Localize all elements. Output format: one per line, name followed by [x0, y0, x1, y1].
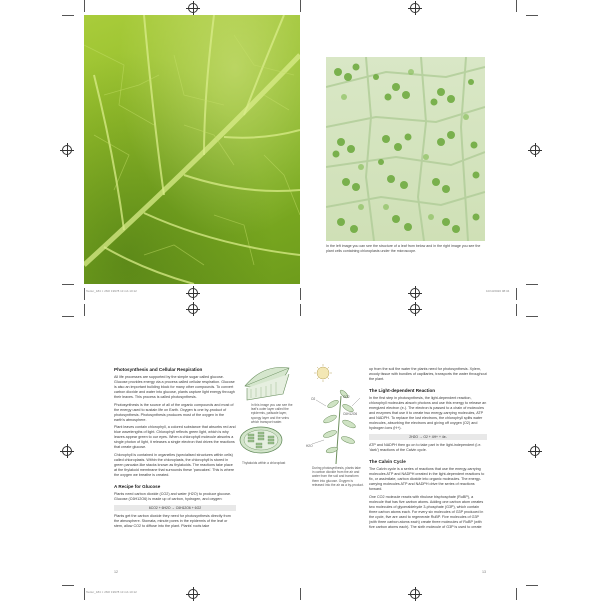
registration-mark-icon — [62, 145, 72, 155]
figure-caption: Thylakoids within a chloroplast — [242, 461, 286, 465]
body-paragraph: The Calvin cycle is a series of reactions that use the energy-carrying molecules ATP and NADPH created in the light-dependent reactions to fix, or assimilate, carbon dioxide into organic molecules. The energy-carrying molecules ATP and NADPH drive the series of reactions forward. — [369, 467, 485, 491]
crop-mark — [526, 585, 538, 586]
body-paragraph: Plant leaves contain chlorophyll, a colored substance that absorbs red and blue wavelengths of light. Chlorophyll reflects green light, which is why leaves appear green to our eyes. When a chlorophyll molecule absorbs a single photon of light, it releases a single electron that drives the reactions that create glucose. — [114, 425, 236, 449]
left-text-column — [114, 367, 236, 531]
photo-caption: In the left image you can see the structure of a leaf from below and in the right image you see the plant cells containing chloroplasts under the microscope. — [326, 244, 481, 253]
figure-caption: In this image you can see the leaf's outer layer called the epidermis, palisade layer, spongy layer and the veins which transport water. — [251, 403, 293, 424]
registration-mark-icon — [530, 145, 540, 155]
body-paragraph: In the first step in photosynthesis, the light-dependent reaction, chlorophyll molecules absorb photons and use this energy to release an energized electron (e-). The electron is passed to a chain of molecules and enzymes that use it to create two energy-carrying molecules, ATP and NADPH. To replace the lost electrons, the chlorophyll splits water molecules, absorbing the electrons and giving off oxygen (O2) and hydrogen ions (H+). — [369, 396, 487, 430]
crop-mark — [300, 0, 301, 12]
cell-walls-illustration — [326, 57, 485, 241]
print-slug: 10/13/2020 08:34 — [486, 289, 510, 293]
registration-mark-icon — [188, 3, 198, 13]
crop-mark — [516, 288, 517, 300]
registration-mark-icon — [188, 589, 198, 599]
print-slug: Textur_184 × 260/ 19978 13 rsb 10:12 — [86, 289, 137, 293]
crop-mark — [526, 284, 538, 285]
section-heading: The Light-dependent Reaction — [369, 388, 436, 393]
body-paragraph: ATP and NADPH then go on to take part in the light-independent (i.e. 'dark') reactions of the Calvin cycle. — [369, 443, 482, 452]
bottom-spread — [0, 300, 600, 600]
leaf-veins-illustration — [84, 15, 300, 284]
leaf-vein-photo — [84, 15, 300, 284]
crop-mark — [300, 288, 301, 300]
body-paragraph: All life processes are supported by the simple sugar called glucose. Glucose provides energy via a process called cellular respiration. Glucose is also an important building block for many other compounds. To convert carbon dioxide and water into glucose, plants capture light energy through their leaves. This process is called photosynthesis. — [114, 375, 235, 399]
crop-mark — [516, 588, 517, 600]
crop-mark — [84, 304, 85, 316]
crop-mark — [84, 0, 85, 12]
crop-mark — [84, 588, 85, 600]
section-heading: Photosynthesis and Cellular Respiration — [114, 367, 203, 372]
section-heading: A Recipe for Glucose — [114, 483, 161, 489]
crop-mark — [300, 304, 301, 316]
water-splitting-formula: 2H2O → O2 + 4H+ + 4e- — [369, 434, 487, 440]
crop-mark — [62, 284, 74, 285]
registration-mark-icon — [188, 288, 198, 298]
leaf-cross-section-illustration — [243, 364, 291, 404]
top-spread — [0, 0, 600, 300]
body-paragraph: Chlorophyll is contained in organelles (specialised structures within cells) called chloroplasts. Within the chloroplasts, the chlorophyll is stored in green pancake-like stacks known as thylakoids. The reactions take place at the thylakoid membrane that surrounds these 'pancakes'. This is where the oxygen we breathe is created. — [114, 452, 235, 477]
registration-mark-icon — [188, 304, 198, 314]
body-paragraph: Plants need carbon dioxide (CO2) and water (H2O) to produce glucose. Glucose (C6H12O6) is made up of carbon, hydrogen, and oxygen: — [114, 491, 232, 501]
page-number: 13 — [482, 570, 486, 574]
body-paragraph: One CO2 molecule reacts with ribulose bisphosphate (RuBP), a molecule that has five carbon atoms. Adding one carbon atom creates two molecules of glyceraldehyde 3-phosphate (G3P), which contain three carbon atoms each. For every six molecules of G3P produced in the cycle, five are used to regenerate RuBP. Five molecules of G3P (with three carbon atoms each) create three molecules of RuBP (with five carbon atoms each). The sixth molecule of G3P is used to create — [369, 494, 484, 529]
crop-mark — [300, 588, 301, 600]
page-number: 12 — [114, 570, 118, 574]
crop-mark — [62, 15, 74, 16]
chloroplast-illustration — [238, 424, 284, 456]
registration-mark-icon — [530, 446, 540, 456]
figure-caption: During photosynthesis, plants take in carbon dioxide from the air and water from the soil and transform them into glucose. Oxygen is released into the air as a by-product. — [312, 466, 364, 487]
body-paragraph: Plants get the carbon dioxide they need for photosynthesis directly from the atmosphere. Stomata, minute pores in the epidermis of the leaf or stem, allow CO2 to diffuse into the plant. Plants' roots take — [114, 513, 231, 528]
right-text-column — [369, 367, 487, 532]
sun-icon — [314, 364, 332, 382]
registration-mark-icon — [410, 3, 420, 13]
crop-mark — [62, 316, 74, 317]
registration-mark-icon — [410, 304, 420, 314]
chloroplast-micrograph — [326, 57, 485, 241]
registration-mark-icon — [410, 589, 420, 599]
registration-mark-icon — [410, 288, 420, 298]
print-slug: Textur_184 × 260/ 19978 13 rsb 10:12 — [86, 590, 137, 594]
glucose-label: C6H12O6 — [343, 412, 358, 416]
glucose-formula: 6CO2 + 6H2O → C6H12O6 + 6O2 — [114, 505, 236, 511]
registration-mark-icon — [62, 446, 72, 456]
crop-mark — [84, 288, 85, 300]
body-paragraph: up from the soil the water the plants need for photosynthesis. Xylem, woody tissue with bundles of capillaries, transports the water throughout the plant. — [369, 367, 487, 381]
carbon-dioxide-label: CO2 — [343, 395, 350, 399]
crop-mark — [526, 15, 538, 16]
crop-mark — [526, 316, 538, 317]
oxygen-label: O2 — [311, 397, 316, 401]
crop-mark — [516, 304, 517, 316]
body-paragraph: Photosynthesis is the source of all of the organic compounds and most of the energy used to sustain life on Earth. Oxygen is one by-product of photosynthesis. Photosynthesis produces most of the oxygen in the earth's atmosphere. — [114, 402, 234, 422]
water-label: H2O — [306, 444, 313, 448]
crop-mark — [62, 585, 74, 586]
section-heading: The Calvin Cycle — [369, 459, 406, 464]
crop-mark — [516, 0, 517, 12]
